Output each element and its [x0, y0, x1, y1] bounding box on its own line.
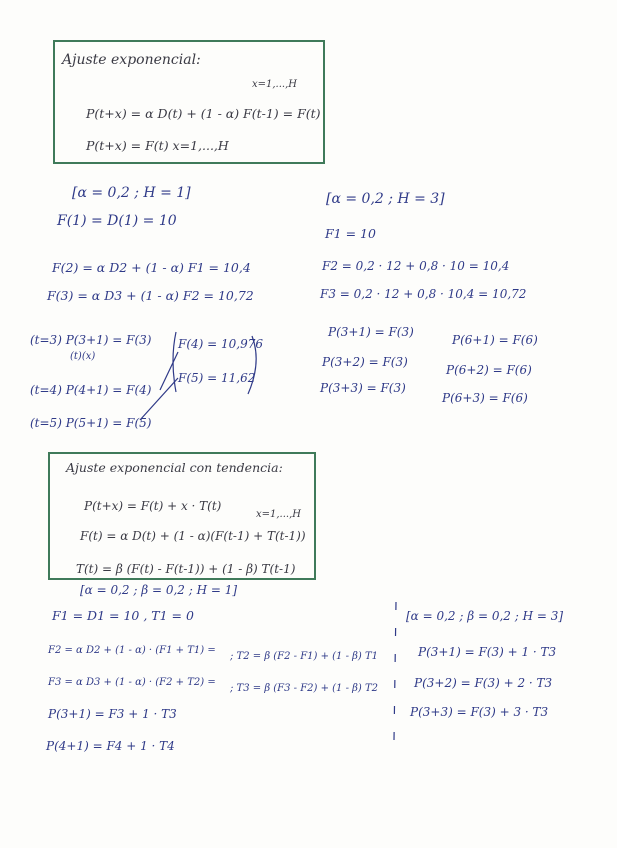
section2-formula1: P(t+x) = F(t) + x · T(t): [84, 499, 222, 513]
right1-params: [α = 0,2 ; H = 3]: [326, 191, 445, 207]
section1-formula2: P(t+x) = F(t) x=1,...,H: [86, 138, 229, 153]
left1-line6: (t=5) P(5+1) = F(5): [30, 416, 152, 430]
left1-line1: F(1) = D(1) = 10: [57, 213, 177, 229]
section1-title: Ajuste exponencial:: [62, 52, 201, 68]
right1-p3: P(3+3) = F(3): [320, 381, 406, 395]
left2-line5: P(4+1) = F4 + 1 · T4: [46, 739, 175, 753]
right2-p2: P(3+2) = F(3) + 2 · T3: [414, 676, 553, 690]
right1-line2: F2 = 0,2 · 12 + 0,8 · 10 = 10,4: [322, 259, 510, 273]
section2-params: [α = 0,2 ; β = 0,2 ; H = 1]: [80, 583, 238, 597]
brace-left-f4f5: [173, 332, 176, 392]
left1-line5: (t=4) P(4+1) = F(4): [30, 383, 152, 397]
left2-line2b: ; T2 = β (F2 - F1) + (1 - β) T1: [230, 651, 379, 662]
right1-p2: P(3+2) = F(3): [322, 355, 408, 369]
left1-line4: (t=3) P(3+1) = F(3): [30, 333, 152, 347]
section2-formula3: T(t) = β (F(t) - F(t-1)) + (1 - β) T(t-1): [76, 562, 296, 576]
right1-line1: F1 = 10: [325, 226, 376, 241]
left1-line3: F(3) = α D3 + (1 - α) F2 = 10,72: [47, 288, 254, 303]
column-divider: [394, 602, 396, 740]
right2-p3: P(3+3) = F(3) + 3 · T3: [410, 705, 549, 719]
left1-f4: F(4) = 10,976: [178, 337, 263, 351]
right1-q1: P(6+1) = F(6): [452, 333, 538, 347]
left2-line3: F3 = α D3 + (1 - α) · (F2 + T2) =: [48, 677, 216, 688]
right1-line3: F3 = 0,2 · 12 + 0,8 · 10,4 = 10,72: [320, 287, 527, 301]
right1-q3: P(6+3) = F(6): [442, 391, 528, 405]
right2-params: [α = 0,2 ; β = 0,2 ; H = 3]: [406, 609, 564, 623]
right1-p1: P(3+1) = F(3): [328, 325, 414, 339]
left1-line4-note: (t)(x): [70, 351, 96, 362]
left2-line3b: ; T3 = β (F3 - F2) + (1 - β) T2: [230, 683, 379, 694]
left1-params: [α = 0,2 ; H = 1]: [72, 185, 191, 201]
right1-q2: P(6+2) = F(6): [446, 363, 532, 377]
right2-p1: P(3+1) = F(3) + 1 · T3: [418, 645, 557, 659]
section1-range: x=1,...,H: [252, 79, 297, 90]
section2-range: x=1,...,H: [256, 509, 301, 520]
section2-title: Ajuste exponencial con tendencia:: [66, 460, 283, 475]
section1-formula1: P(t+x) = α D(t) + (1 - α) F(t-1) = F(t): [86, 106, 321, 121]
left2-line1: F1 = D1 = 10 , T1 = 0: [52, 608, 194, 623]
left1-line2: F(2) = α D2 + (1 - α) F1 = 10,4: [52, 260, 251, 275]
connector-f4: [160, 352, 178, 390]
left2-line2: F2 = α D2 + (1 - α) · (F1 + T1) =: [48, 645, 216, 656]
section2-formula2: F(t) = α D(t) + (1 - α)(F(t-1) + T(t-1)): [80, 529, 306, 543]
left1-f5: F(5) = 11,62: [178, 371, 256, 385]
left2-line4: P(3+1) = F3 + 1 · T3: [48, 707, 177, 721]
